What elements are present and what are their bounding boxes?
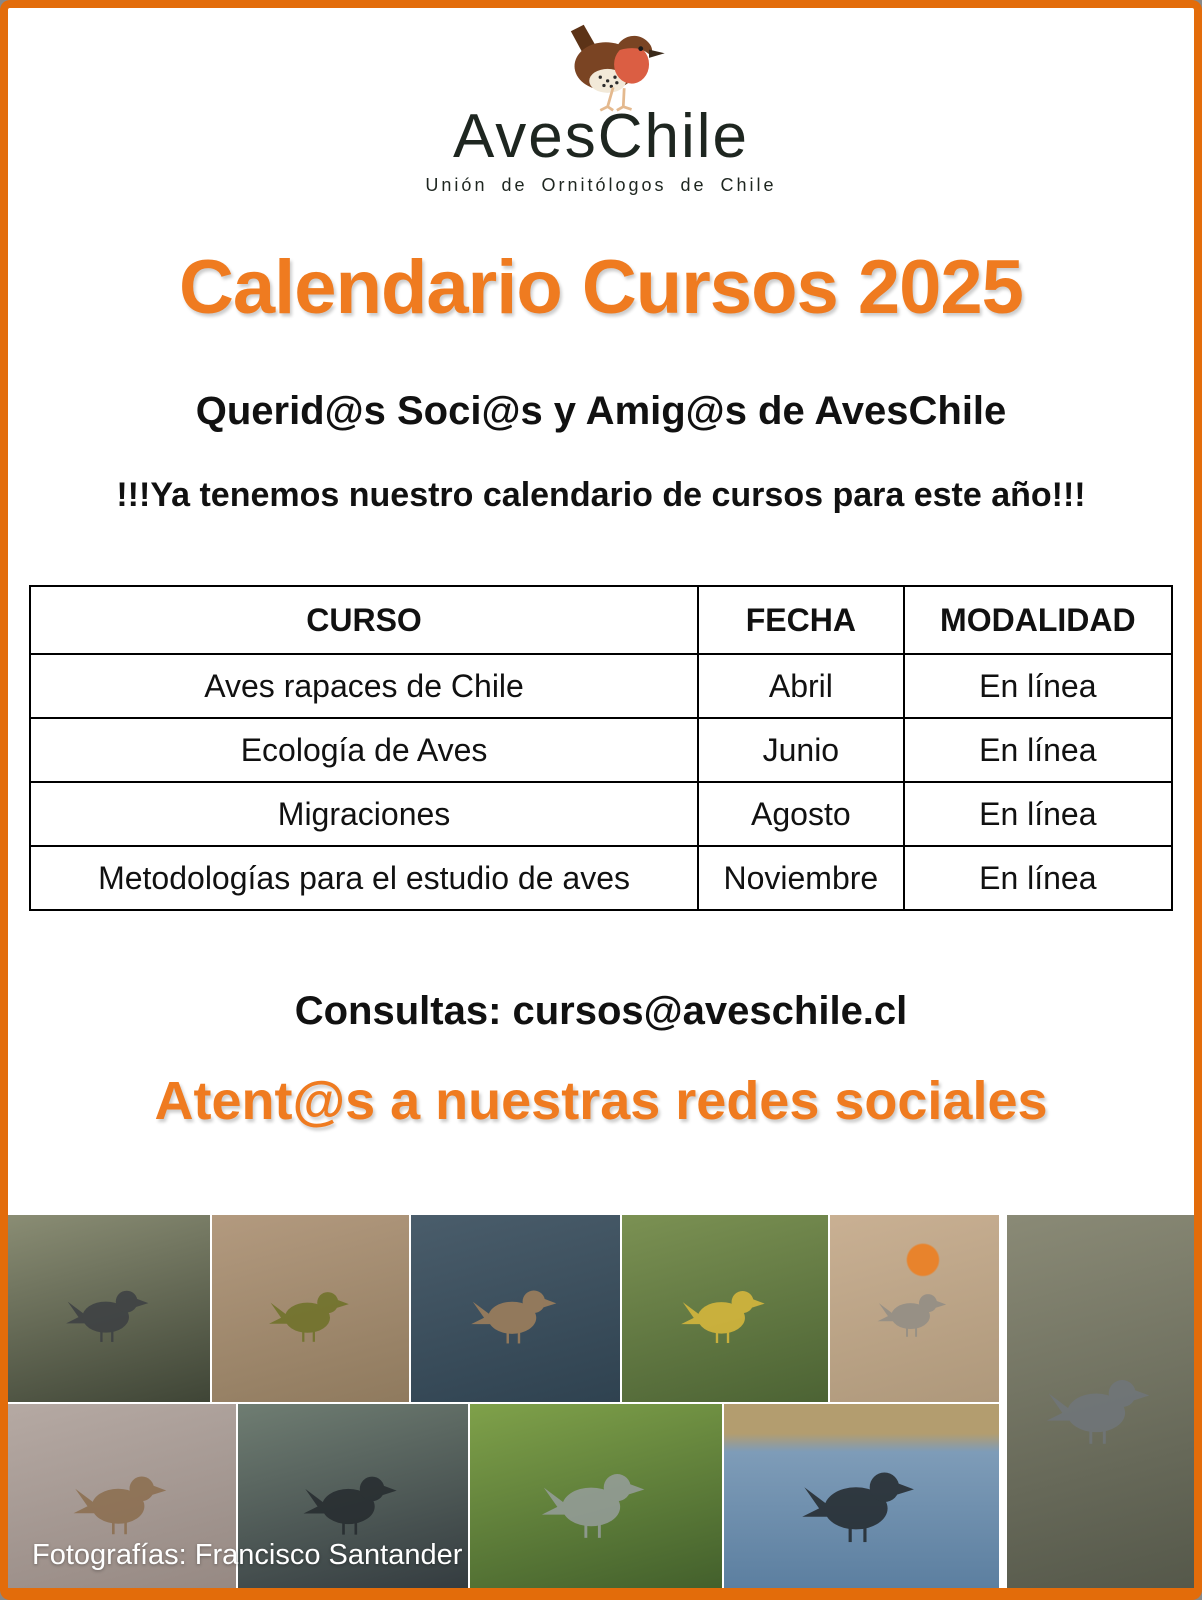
table-row	[30, 782, 1172, 846]
bird-silhouette-icon	[875, 1276, 953, 1341]
header-fecha: FECHA	[698, 586, 904, 654]
bird-silhouette-icon	[63, 1269, 156, 1347]
bird-silhouette-icon	[468, 1268, 564, 1348]
date-cell: Junio	[698, 718, 904, 782]
page-title: Calendario Cursos 2025	[179, 245, 1023, 330]
header-row	[30, 586, 1172, 654]
bird-silhouette-icon	[266, 1271, 356, 1346]
bird-silhouette-icon	[70, 1452, 175, 1540]
bird-silhouette-icon	[300, 1452, 405, 1540]
header-curso: CURSO	[30, 586, 698, 654]
table-row	[30, 654, 1172, 718]
collage-row-top	[8, 1215, 1001, 1402]
greeting-text: Querid@s Soci@s y Amig@s de AvesChile	[195, 389, 1007, 433]
table-row	[30, 846, 1172, 910]
header-modalidad: MODALIDAD	[904, 586, 1172, 654]
photo-chilean-hawk	[1003, 1215, 1194, 1588]
photo-burrowing-parrot	[212, 1215, 411, 1402]
bird-silhouette-icon	[798, 1443, 924, 1548]
announcement-text: !!!Ya tenemos nuestro calendario de cursos para este año!!!	[116, 476, 1086, 514]
photo-bird-on-orange-flower	[830, 1215, 1001, 1402]
aveschile-logo	[8, 22, 1194, 194]
date-cell: Abril	[698, 654, 904, 718]
course-table-body	[30, 654, 1172, 910]
bird-silhouette-icon	[678, 1269, 773, 1348]
robin-logo-icon	[545, 22, 685, 114]
photo-credit: Fotografías: Francisco Santander	[32, 1539, 463, 1571]
date-cell: Agosto	[698, 782, 904, 846]
course-cell: Metodologías para el estudio de aves	[30, 846, 698, 910]
course-cell: Migraciones	[30, 782, 698, 846]
modality-cell: En línea	[904, 654, 1172, 718]
brand-tagline: Unión de Ornitólogos de Chile	[425, 175, 777, 195]
photo-tufted-tit-tyrant	[470, 1402, 724, 1589]
course-cell: Ecología de Aves	[30, 718, 698, 782]
bird-silhouette-icon	[1043, 1353, 1159, 1450]
modality-cell: En línea	[904, 718, 1172, 782]
table-row	[30, 718, 1172, 782]
photo-many-colored-rush-tyrant	[622, 1215, 829, 1402]
photo-sandpiper	[411, 1215, 622, 1402]
course-table	[29, 585, 1173, 911]
course-table-header	[30, 586, 1172, 654]
social-line: Atent@s a nuestras redes sociales	[154, 1071, 1048, 1131]
collage-rows	[8, 1215, 1001, 1588]
photo-black-coots	[724, 1402, 1001, 1589]
date-cell: Noviembre	[698, 846, 904, 910]
brand-name: AvesChile	[452, 102, 749, 171]
bird-silhouette-icon	[538, 1447, 654, 1544]
modality-cell: En línea	[904, 846, 1172, 910]
modality-cell: En línea	[904, 782, 1172, 846]
course-cell: Aves rapaces de Chile	[30, 654, 698, 718]
contact-line: Consultas: cursos@aveschile.cl	[294, 989, 908, 1033]
photo-red-legged-cormorants	[8, 1215, 212, 1402]
photo-collage	[8, 1215, 1194, 1588]
